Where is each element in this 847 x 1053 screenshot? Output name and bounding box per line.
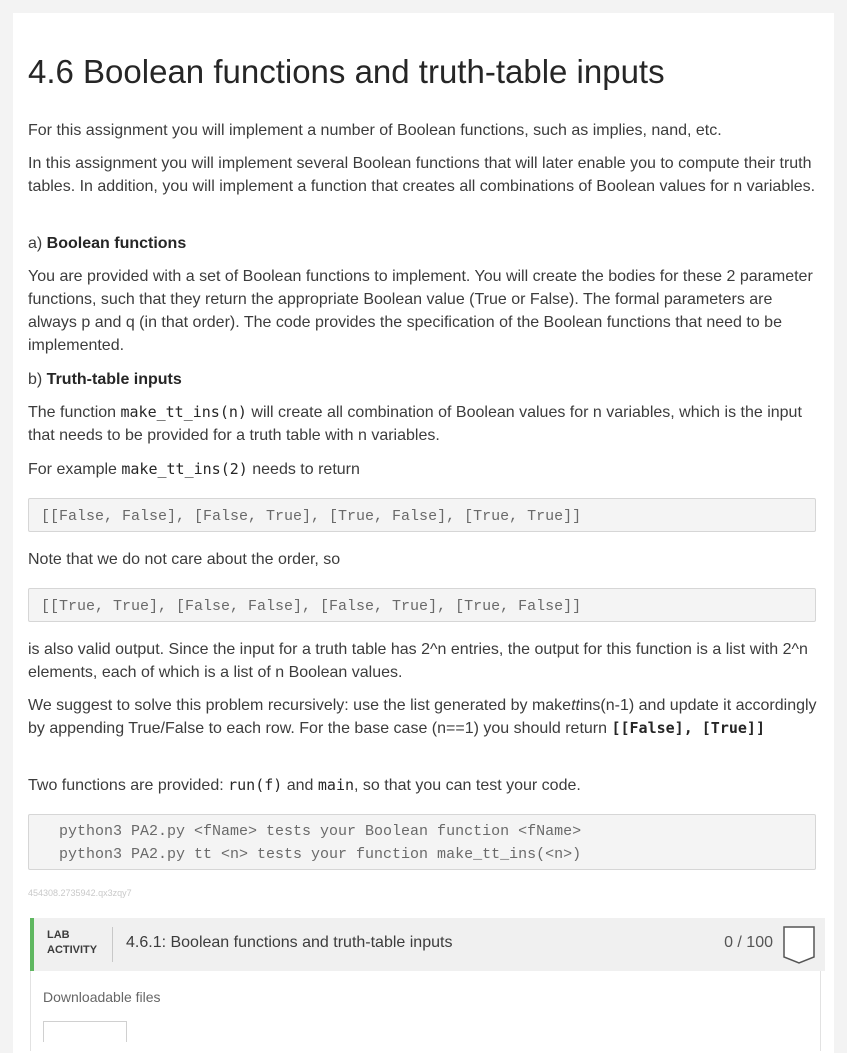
code-line: [[True, True], [False, False], [False, True], [True, False]] <box>41 598 582 615</box>
lab-score: 0 / 100 <box>724 934 773 951</box>
lab-activity-title: 4.6.1: Boolean functions and truth-table inputs <box>126 934 453 951</box>
section-b-heading <box>28 368 818 391</box>
section-a-prefix: a) <box>28 235 47 252</box>
example-pre: For example <box>28 461 122 478</box>
downloadable-files-label: Downloadable files <box>43 989 161 1005</box>
download-file-button[interactable] <box>43 1021 127 1042</box>
code-block-output-1 <box>28 498 816 532</box>
code-block-output-2 <box>28 588 816 622</box>
code-line: python3 PA2.py tt <n> tests your function make_tt_ins(<n>) <box>59 846 582 863</box>
section-b-prefix: b) <box>28 371 47 388</box>
watermark-id: 454308.2735942.qx3zqy7 <box>28 888 132 898</box>
completion-badge-icon <box>783 926 815 964</box>
inline-code-make-tt-ins: make_tt_ins(n) <box>120 403 247 421</box>
lab-divider <box>112 927 113 962</box>
lab-activity-header[interactable] <box>30 918 825 971</box>
page-title: 4.6 Boolean functions and truth-table inputs <box>28 53 665 90</box>
lab-activity-body <box>30 971 821 1051</box>
example-post: needs to return <box>247 461 360 478</box>
suggest-pre: We suggest to solve this problem recursively: use the list generated by make <box>28 697 572 714</box>
inline-code-base-case: [[False], [True]] <box>611 719 765 737</box>
code-line: [[False, False], [False, True], [True, False], [True, True]] <box>41 508 582 525</box>
two-funcs-post: , so that you can test your code. <box>354 777 581 794</box>
inline-code-run: run(f) <box>228 776 283 794</box>
inline-code-main: main <box>317 776 355 794</box>
suggest-italic: tt <box>571 697 580 714</box>
inline-code-example: make_tt_ins(2) <box>121 460 248 478</box>
section-b-title: Truth-table inputs <box>46 371 182 388</box>
suggestion-paragraph <box>28 694 818 740</box>
suggest-post: ins(n-1) and update it accordingly by appending True/False to each row. For the base case (n==1) you should return <box>28 697 817 737</box>
two-funcs-pre: Two functions are provided: <box>28 777 229 794</box>
section-b-paragraph <box>28 401 818 447</box>
lab-tag-line-1: LAB <box>47 929 70 941</box>
example-paragraph <box>28 458 818 481</box>
code-block-commands <box>28 814 816 870</box>
section-b-pre: The function <box>28 404 121 421</box>
section-a-heading <box>28 232 818 255</box>
two-funcs-mid: and <box>282 777 318 794</box>
code-line: python3 PA2.py <fName> tests your Boolean function <fName> <box>59 823 582 840</box>
intro-paragraph-1: For this assignment you will implement a number of Boolean functions, such as implies, nand, etc. <box>28 122 722 139</box>
lab-activity-tag <box>47 928 107 958</box>
valid-output-paragraph: is also valid output. Since the input for a truth table has 2^n entries, the output for this function is a list with 2^n elements, each of which is a list of n Boolean values. <box>28 641 808 681</box>
section-b-post: will create all combination of Boolean values for n variables, which is the input that needs to be provided for a truth table with n variables. <box>28 404 802 444</box>
note-paragraph: Note that we do not care about the order, so <box>28 551 341 568</box>
section-a-title: Boolean functions <box>46 235 187 252</box>
intro-paragraph-2: In this assignment you will implement several Boolean functions that will later enable you to compute their truth tables. In addition, you will implement a function that creates all combinations of Boolean values for n variables. <box>28 155 816 195</box>
content-card <box>13 13 834 1053</box>
two-functions-paragraph <box>28 774 818 797</box>
lab-tag-line-2: ACTIVITY <box>47 944 98 956</box>
section-a-paragraph: You are provided with a set of Boolean functions to implement. You will create the bodies for these 2 parameter functions, such that they return the appropriate Boolean value (True or False). The formal parameters are always p and q (in that order). The code provides the specification of the Boolean functions that need to be implemented. <box>28 268 813 354</box>
